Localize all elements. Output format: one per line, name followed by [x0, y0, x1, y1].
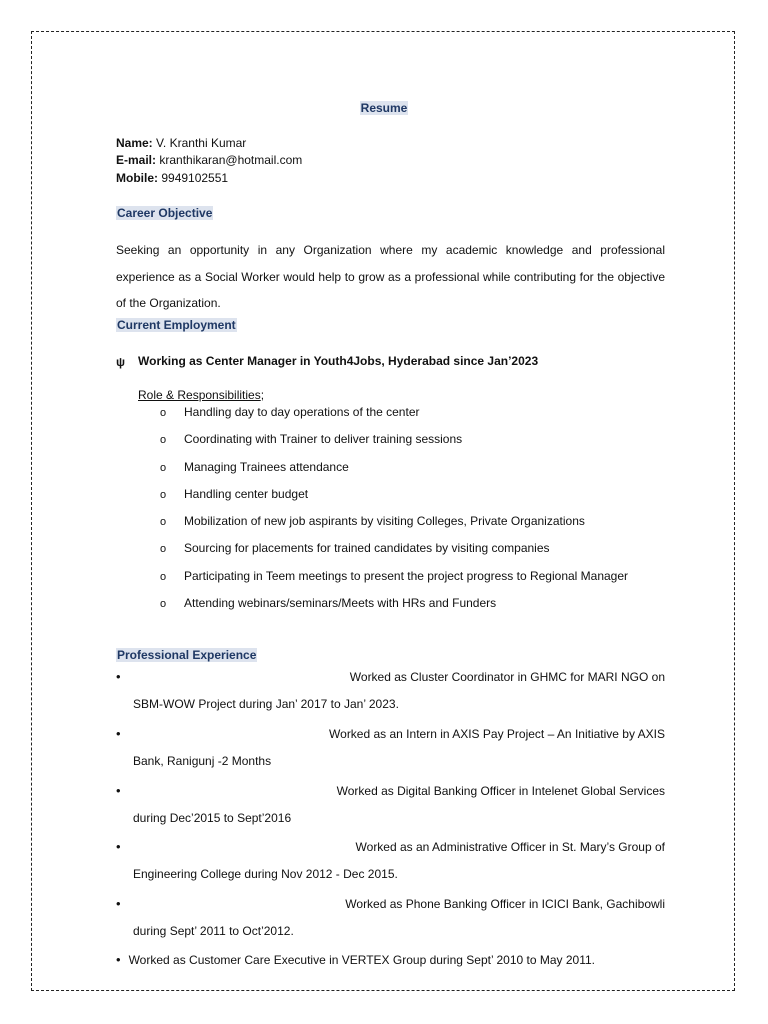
role-label: Role & Responsibilities;: [138, 388, 265, 402]
resume-title: Resume: [360, 101, 408, 115]
bullet-icon: •: [116, 726, 121, 741]
responsibility-item: o Handling day to day operations of the center: [160, 405, 420, 419]
responsibility-item: o Coordinating with Trainer to deliver training sessions: [160, 432, 463, 446]
responsibility-item: o Mobilization of new job aspirants by visiting Colleges, Private Organizations: [160, 514, 585, 528]
bullet-icon: •: [116, 952, 121, 967]
responsibility-item: o Handling center budget: [160, 487, 309, 501]
responsibility-item: o Participating in Teem meetings to present the project progress to Regional Manager: [160, 569, 629, 583]
name-value: V. Kranthi Kumar: [156, 136, 247, 150]
responsibility-item: o Sourcing for placements for trained candidates by visiting companies: [160, 541, 550, 555]
experience-item: Worked as Cluster Coordinator in GHMC for MARI NGO on SBM-WOW Project during Jan’ 2017 to Jan’ 2023.: [133, 670, 665, 711]
circle-bullet-icon: o: [160, 407, 167, 419]
experience-item: Worked as an Administrative Officer in St. Mary’s Group of Engineering College during Nov 2012 - Dec 2015.: [133, 840, 665, 881]
circle-bullet-icon: o: [160, 462, 167, 474]
circle-bullet-icon: o: [160, 516, 167, 528]
experience-item: Worked as Phone Banking Officer in ICICI Bank, Gachibowli during Sept’ 2011 to Oct’2012.: [133, 897, 665, 938]
circle-bullet-icon: o: [160, 571, 167, 583]
mobile-value: 9949102551: [161, 171, 229, 185]
circle-bullet-icon: o: [160, 598, 167, 610]
email-value: kranthikaran@hotmail.com: [159, 153, 303, 167]
mobile-line: Mobile: 9949102551: [116, 171, 229, 185]
career-objective-text: Seeking an opportunity in any Organization where my academic knowledge and professional experience as a Social Worker would help to grow as a professional while contributing for the objective of the Organization.: [116, 243, 665, 310]
bullet-icon: •: [116, 896, 121, 911]
circle-bullet-icon: o: [160, 489, 167, 501]
professional-experience-heading: Professional Experience: [117, 648, 257, 662]
name-line: Name: V. Kranthi Kumar: [116, 136, 247, 150]
bullet-icon: •: [116, 839, 121, 854]
circle-bullet-icon: o: [160, 434, 167, 446]
bullet-icon: •: [116, 783, 121, 798]
experience-item-last: • Worked as Customer Care Executive in VERTEX Group during Sept’ 2010 to May 2011.: [116, 952, 596, 967]
current-job-title: Working as Center Manager in Youth4Jobs, Hyderabad since Jan’2023: [138, 354, 539, 368]
email-line: E-mail: kranthikaran@hotmail.com: [116, 153, 303, 167]
circle-bullet-icon: o: [160, 543, 167, 555]
psi-bullet-icon: ψ: [116, 355, 126, 369]
responsibility-item: o Attending webinars/seminars/Meets with HRs and Funders: [160, 596, 497, 610]
current-employment-heading: Current Employment: [117, 318, 236, 332]
responsibility-item: o Managing Trainees attendance: [160, 460, 349, 474]
experience-item: Worked as Digital Banking Officer in Intelenet Global Services during Dec’2015 to Sept’2016: [133, 784, 665, 825]
experience-item: Worked as an Intern in AXIS Pay Project – An Initiative by AXIS Bank, Ranigunj -2 Months: [133, 727, 665, 768]
career-objective-heading: Career Objective: [117, 206, 213, 220]
bullet-icon: •: [116, 669, 121, 684]
